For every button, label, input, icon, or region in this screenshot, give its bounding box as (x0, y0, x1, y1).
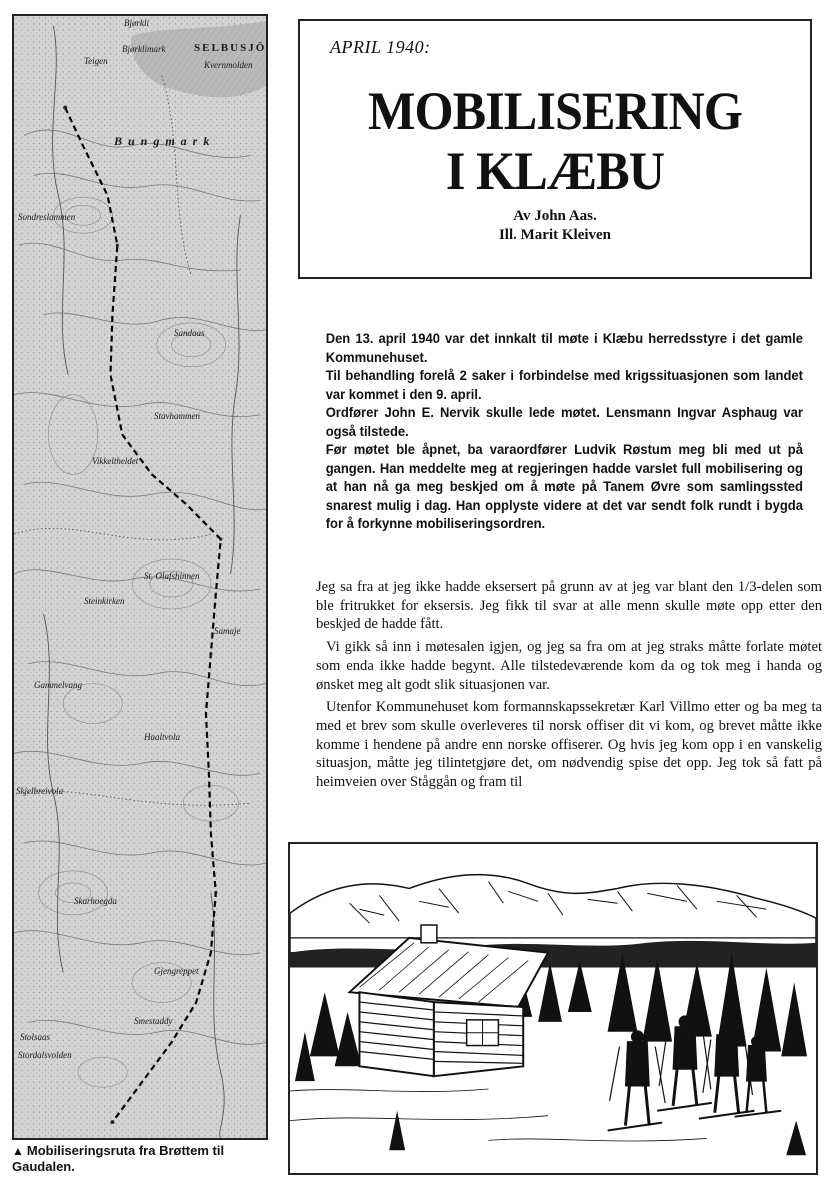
map-graphic (14, 16, 266, 1138)
map-label: Gammelvang (34, 680, 82, 690)
map-label-region: Bungmark (114, 134, 216, 148)
map-label: Skjelbreivola (16, 786, 64, 796)
map-label-lake: SELBUSJÖ (194, 42, 267, 54)
map-label: Gjengreppet (154, 966, 199, 976)
map-label: St. Olafshinnen (144, 571, 200, 581)
cabin-skiers-drawing (290, 844, 816, 1173)
title-box (298, 19, 812, 279)
map-label: Teigen (84, 56, 108, 66)
lead-paragraph: Den 13. april 1940 var det innkalt til møte i Klæbu herredsstyre i det gamle Kommunehuset. (325, 331, 803, 365)
map-label: Sondreslammen (18, 212, 76, 222)
headline-line-1: MOBILISERING (368, 81, 742, 141)
map-caption (12, 1143, 282, 1175)
body-text (316, 578, 822, 796)
map-label: Stolsaas (20, 1032, 51, 1042)
map-label: Steinkirken (84, 596, 125, 606)
lead-text (316, 330, 803, 534)
body-paragraph: Jeg sa fra at jeg ikke hadde eksersert på grunn av at jeg var blant den 1/3-delen som ble fritrukket for eksersis. Jeg fikk til svar at alle menn skulle møte opp etter den beskjed de hadde fått. (316, 579, 822, 633)
body-paragraph: Vi gikk så inn i møtesalen igjen, og jeg sa fra om at jeg straks måtte forlate møtet som enda ikke hadde begynt. Alle tilstedeværende kom da og tok meg i handa og ønsket meg alt godt slik situasjonen var. (316, 639, 822, 693)
lead-paragraph: Før møtet ble åpnet, ba varaordfører Ludvik Røstum meg bli med ut på gangen. Han meddelte meg at regjeringen hadde varslet full mobilisering og at han nå ga meg beskjed om å møte på Tanem Øvre som samlingssted snarest mulig i dag. Han opplyste videre at det var sendt folk rundt i bygda for å forkynne mobiliseringsordren. (325, 442, 803, 531)
map-label: Haaltvola (144, 732, 180, 742)
map-label: Stavhammen (154, 411, 200, 421)
lead-paragraph: Til behandling forelå 2 saker i forbindelse med krigssituasjonen som landet var kommet i den 9. april. (325, 368, 803, 402)
map-label: Samaje (214, 626, 241, 636)
map-label: Kvernmolden (204, 60, 253, 70)
triangle-marker-icon: ▲ (12, 1144, 24, 1158)
map-label: Bjørklimark (122, 44, 166, 54)
article-headline (318, 81, 792, 201)
map-label: Smestaddy (134, 1016, 173, 1026)
byline (300, 207, 810, 245)
map-label: Sandaas (174, 328, 205, 338)
map-label: Bjørkli (124, 18, 149, 28)
illustrator: Ill. Marit Kleiven (498, 227, 612, 243)
author: Av John Aas. (513, 208, 597, 224)
route-map (12, 14, 268, 1140)
headline-line-2: I KLÆBU (445, 141, 665, 201)
map-label: Skarhoegda (74, 896, 117, 906)
map-label: Vikkeltheldet (92, 456, 139, 466)
body-paragraph: Utenfor Kommunehuset kom formannskapssekretær Karl Villmo etter og ba meg ta med et brev som skulle overleveres til norsk offiser dit vi kom, og brevet måtte ikke komme i hendene på andre enn norske offiserer. Og hvis jeg kom opp i en vanskelig situasjon, måtte jeg tilintetgjøre det, om nødvendig spise det opp. Jeg tok så fatt på heimveien over Ståggån og fram til (316, 699, 822, 791)
winter-illustration (288, 842, 818, 1175)
map-caption-text: Mobiliseringsruta fra Brøttem til Gaudalen. (12, 1143, 225, 1174)
map-label: Stordalsvolden (18, 1050, 72, 1060)
lead-paragraph: Ordfører John E. Nervik skulle lede møtet. Lensmann Ingvar Asphaug var også tilstede. (325, 405, 803, 439)
article-kicker: APRIL 1940: (330, 37, 431, 57)
